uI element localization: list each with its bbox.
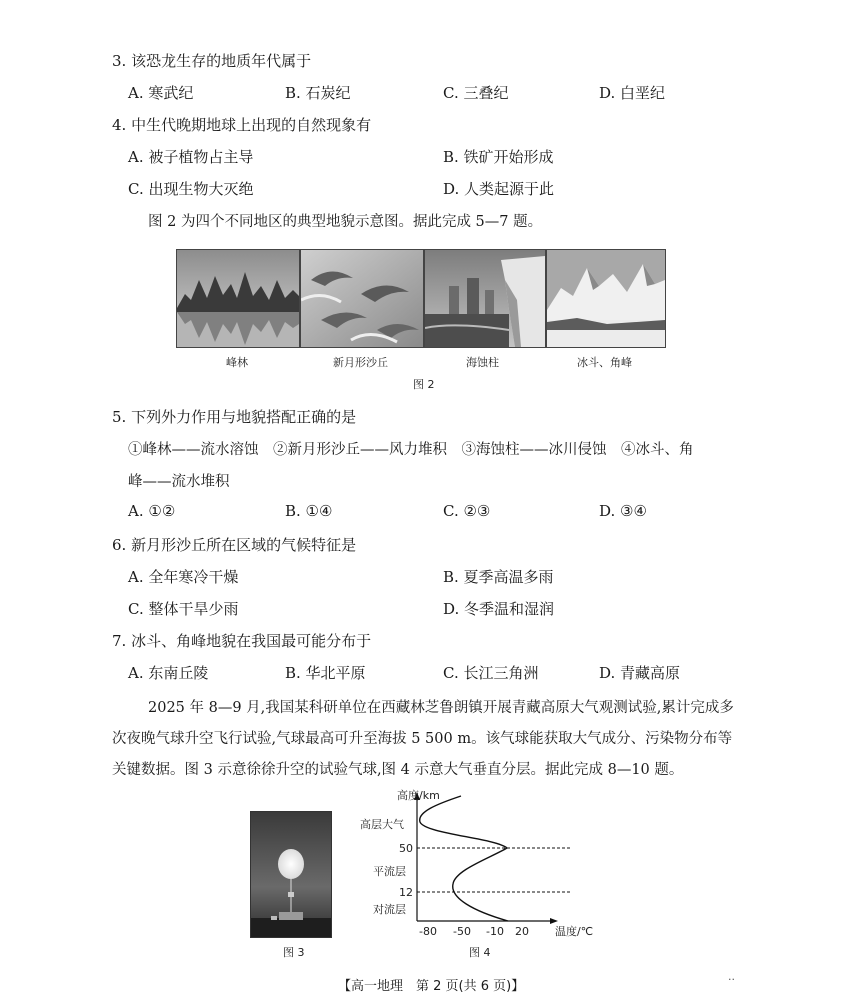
q5-statement-line1: ①峰林——流水溶蚀 ②新月形沙丘——风力堆积 ③海蚀柱——冰川侵蚀 ④冰斗、角 <box>128 442 694 458</box>
atmosphere-diagram <box>355 786 595 946</box>
intro-figure3-line1: 2025 年 8—9 月,我国某科研单位在西藏林芝鲁朗镇开展青藏高原大气观测试验,累计完成多 <box>148 700 734 716</box>
photo-cirque-horn <box>546 249 666 348</box>
figure2-label: 图 2 <box>413 378 435 391</box>
q4-stem: 4. 中生代晚期地球上出现的自然现象有 <box>112 116 372 134</box>
x-tick-minus80: -80 <box>419 925 437 938</box>
q3-option-d: D. 白垩纪 <box>599 84 666 102</box>
q5-option-b: B. ①④ <box>285 502 333 520</box>
q5-statement-line2: 峰——流水堆积 <box>128 474 230 490</box>
q6-option-d: D. 冬季温和湿润 <box>443 600 555 618</box>
q3-stem: 3. 该恐龙生存的地质年代属于 <box>112 52 312 70</box>
corner-mark: ·· <box>728 973 735 986</box>
q4-option-d: D. 人类起源于此 <box>443 180 555 198</box>
q7-option-a: A. 东南丘陵 <box>128 664 209 682</box>
photo-barchan-dune <box>300 249 424 348</box>
q7-option-b: B. 华北平原 <box>285 664 366 682</box>
figure3-label: 图 3 <box>283 946 305 959</box>
caption-cirque-horn: 冰斗、角峰 <box>577 356 632 369</box>
q5-option-c: C. ②③ <box>443 502 491 520</box>
intro-figure3-line2: 次夜晚气球升空飞行试验,气球最高可升至海拔 5 500 m。该气球能获取大气成分、污染物分布等 <box>112 731 733 747</box>
x-tick-minus50: -50 <box>453 925 471 938</box>
q5-option-a: A. ①② <box>128 502 176 520</box>
y-axis-label: 高度/km <box>397 789 440 802</box>
q4-option-b: B. 铁矿开始形成 <box>443 148 554 166</box>
caption-peak-forest: 峰林 <box>226 356 248 369</box>
q4-option-a: A. 被子植物占主导 <box>128 148 254 166</box>
q5-stem: 5. 下列外力作用与地貌搭配正确的是 <box>112 408 357 426</box>
photo-peak-forest <box>176 249 300 348</box>
q7-option-c: C. 长江三角洲 <box>443 664 539 682</box>
q3-option-c: C. 三叠纪 <box>443 84 509 102</box>
x-tick-minus10: -10 <box>486 925 504 938</box>
y-tick-12: 12 <box>399 886 413 899</box>
q3-option-b: B. 石炭纪 <box>285 84 351 102</box>
x-axis-label: 温度/℃ <box>555 925 594 938</box>
q7-stem: 7. 冰斗、角峰地貌在我国最可能分布于 <box>112 632 372 650</box>
x-axis-arrow <box>550 918 558 924</box>
intro-figure2: 图 2 为四个不同地区的典型地貌示意图。据此完成 5—7 题。 <box>148 214 543 230</box>
y-tick-50: 50 <box>399 842 413 855</box>
intro-figure3-line3: 关键数据。图 3 示意徐徐升空的试验气球,图 4 示意大气垂直分层。据此完成 8—10 题。 <box>112 762 684 778</box>
layer-label-troposphere: 对流层 <box>373 903 406 916</box>
q3-option-a: A. 寒武纪 <box>128 84 194 102</box>
x-tick-20: 20 <box>515 925 529 938</box>
q4-option-c: C. 出现生物大灭绝 <box>128 180 254 198</box>
layer-label-stratosphere: 平流层 <box>373 865 406 878</box>
page-footer: 【高一地理 第 2 页(共 6 页)】 <box>338 979 525 994</box>
photo-sea-stack <box>424 249 546 348</box>
q6-option-b: B. 夏季高温多雨 <box>443 568 554 586</box>
caption-sea-stack: 海蚀柱 <box>466 356 499 369</box>
q7-option-d: D. 青藏高原 <box>599 664 681 682</box>
q6-option-c: C. 整体干旱少雨 <box>128 600 239 618</box>
q5-option-d: D. ③④ <box>599 502 647 520</box>
q6-option-a: A. 全年寒冷干燥 <box>128 568 239 586</box>
layer-label-upper: 高层大气 <box>360 818 404 831</box>
balloon-photo <box>250 811 332 938</box>
caption-barchan-dune: 新月形沙丘 <box>333 356 388 369</box>
figure4-label: 图 4 <box>469 946 491 959</box>
temperature-curve <box>420 796 508 921</box>
q6-stem: 6. 新月形沙丘所在区域的气候特征是 <box>112 536 357 554</box>
